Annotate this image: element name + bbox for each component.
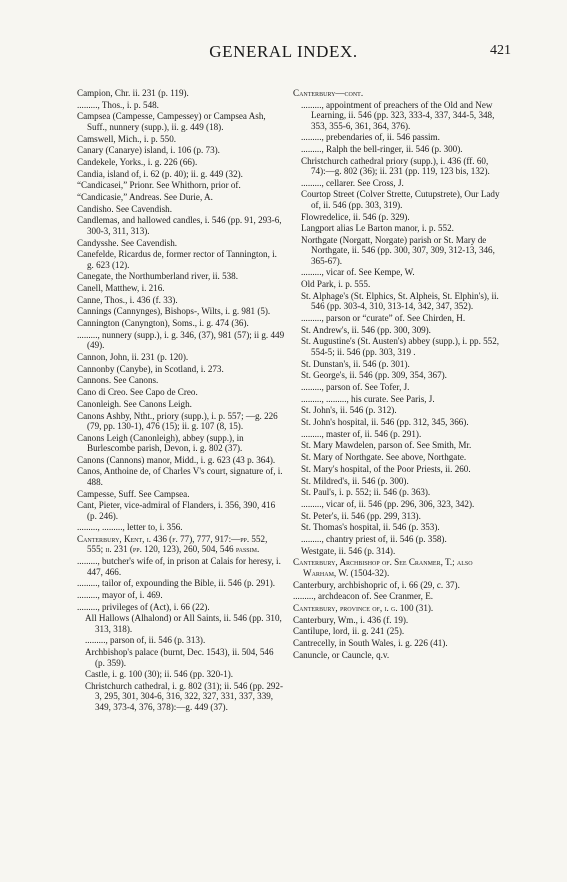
- index-entry: St. Andrew's, ii. 546 (pp. 300, 309).: [301, 324, 431, 335]
- index-entry: Canterbury, Wm., i. 436 (f. 19).: [293, 614, 409, 625]
- index-entry: Cantrecelly, in South Wales, i. g. 226 (41).: [293, 638, 448, 649]
- index-entry: St. Peter's, ii. 546 (pp. 299, 313).: [301, 510, 421, 521]
- index-entry: St. Mary's hospital, of the Poor Priests, ii. 260.: [301, 463, 471, 474]
- index-entry: Candekele, Yorks., i. g. 226 (66).: [77, 156, 198, 167]
- index-entry: ........., archdeacon of. See Cranmer, E.: [293, 591, 434, 602]
- index-entry: St. Alphage's (St. Elphics, St. Alpheis, St. Elphin's), ii. 546 (pp. 303-4, 310, 313-14, 342, 347, 352).: [301, 290, 499, 312]
- index-entry: Cannings (Cannynges), Bishops-, Wilts, i. g. 981 (5).: [77, 306, 271, 317]
- running-title: GENERAL INDEX.: [209, 42, 358, 61]
- index-entry: St. Thomas's hospital, ii. 546 (p. 353).: [301, 522, 440, 533]
- index-entry: ........., prebendaries of, ii. 546 passim.: [301, 132, 440, 143]
- index-entry: Cano di Creo. See Capo de Creo.: [77, 387, 198, 398]
- index-entry: ........., tailor of, expounding the Bible, ii. 546 (p. 291).: [77, 578, 276, 589]
- index-entry: Canons Leigh (Canonleigh), abbey (supp.), in Burlescombe parish, Devon, i. g. 802 (37).: [77, 432, 244, 454]
- index-entry: St. John's hospital, ii. 546 (pp. 312, 345, 366).: [301, 417, 469, 428]
- index-entry: Castle, i. g. 100 (30); ii. 546 (pp. 320-1).: [85, 669, 234, 680]
- index-entry: Canefelde, Ricardus de, former rector of Tannington, i. g. 623 (12).: [77, 249, 277, 270]
- index-entry: Canonleigh. See Canons Leigh.: [77, 398, 192, 409]
- index-entry: Candisho. See Cavendish.: [77, 203, 172, 214]
- index-entry: Campsea (Campesse, Campessey) or Campsea Ash, Suff., nunnery (supp.), ii. g. 449 (18).: [77, 111, 266, 132]
- index-entry: Campion, Chr. ii. 231 (p. 119).: [77, 88, 189, 98]
- index-entry: ........., nunnery (supp.), i. g. 346, (37), 981 (57); ii g. 449 (49).: [77, 329, 285, 351]
- index-entry: Canterbury, Kent, i. 436 (f. 77), 777, 917:—pp. 552, 555; ii. 231 (pp. 120, 123), 260, 504, 546 passim.: [77, 534, 268, 555]
- index-entry: Christchurch cathedral, i. g. 802 (31); ii. 546 (pp. 292-3, 295, 301, 304-6, 316, 322, 327, 331, 337, 339, 349, 373-4, 376, 378):—g. 449 (37).: [85, 681, 283, 712]
- index-entry: ........., ........., letter to, i. 356.: [77, 522, 183, 533]
- index-entry: Candia, island of, i. 62 (p. 40); ii. g. 449 (32).: [77, 168, 243, 179]
- index-entry: Camswell, Mich., i. p. 550.: [77, 133, 177, 144]
- index-entry: Cannington (Canyngton), Soms., i. g. 474 (36).: [77, 318, 249, 329]
- index-entry: Cannons. See Canons.: [77, 375, 159, 386]
- index-entry: Westgate, ii. 546 (p. 314).: [301, 545, 396, 556]
- index-entry: All Hallows (Alhalond) or All Saints, ii. 546 (pp. 310, 313, 318).: [85, 613, 282, 634]
- index-entry: St. George's, ii. 546 (pp. 309, 354, 367).: [301, 370, 447, 381]
- index-column-left: [77, 88, 285, 714]
- index-entry: Canell, Matthew, i. 216.: [77, 283, 165, 294]
- index-entry: ........., cellarer. See Cross, J.: [301, 177, 404, 188]
- index-entry: Cannonby (Canybe), in Scotland, i. 273.: [77, 363, 224, 374]
- index-entry: ........., parson of. See Tofer, J.: [301, 381, 410, 392]
- index-entry: ........., ........., his curate. See Paris, J.: [301, 393, 435, 404]
- index-entry: ........., Thos., i. p. 548.: [77, 99, 159, 110]
- index-entry: ........., vicar of, ii. 546 (pp. 296, 306, 323, 342).: [301, 498, 475, 509]
- index-entry: ........., butcher's wife of, in prison at Calais for heresy, i. 447, 466.: [77, 556, 281, 577]
- index-entry: Candysshe. See Cavendish.: [77, 237, 178, 248]
- index-entry: St. Paul's, i. p. 552; ii. 546 (p. 363).: [301, 487, 431, 498]
- index-entry: St. Augustine's (St. Austen's) abbey (supp.), i. pp. 552, 554-5; ii. 546 (pp. 303, 319 .: [301, 336, 500, 357]
- index-entry: St. Mary Mawdelen, parson of. See Smith, Mr.: [301, 440, 472, 451]
- index-entry: Cannon, John, ii. 231 (p. 120).: [77, 351, 189, 362]
- index-entry: Northgate (Norgatt, Norgate) parish or St. Mary de Northgate, ii. 546 (pp. 300, 307, 309, 312-13, 346, 365-67).: [301, 234, 495, 266]
- index-entry: ........., chantry priest of, ii. 546 (p. 358).: [301, 534, 447, 545]
- index-entry: Canons (Cannons) manor, Midd., i. g. 623 (43 p. 364).: [77, 454, 276, 465]
- index-entry: Canuncle, or Cauncle, q.v.: [293, 649, 390, 660]
- index-entry: “Candicasei,” Prionr. See Whithorn, prior of.: [77, 180, 241, 191]
- index-entry: “Candicasie,” Andreas. See Durie, A.: [77, 192, 213, 203]
- index-entry: ........., appointment of preachers of the Old and New Learning, ii. 546 (pp. 323, 333-4, 337, 344-5, 348, 353, 355-6, 361, 364, 376).: [301, 99, 495, 131]
- index-entry: Canos, Anthoine de, of Charles V's court, signature of, i. 488.: [77, 466, 283, 487]
- index-entry: Old Park, i. p. 555.: [301, 279, 371, 290]
- index-entry: St. John's, ii. 546 (p. 312).: [301, 405, 397, 416]
- index-entry: Canterbury, province of, i. g. 100 (31).: [293, 602, 434, 613]
- index-entry: St. Mildred's, ii. 546 (p. 300).: [301, 475, 409, 486]
- index-entry: Canterbury, Archbishop of. See Cranmer, T.; also Warham, W. (1504-32).: [293, 557, 473, 578]
- index-entry: Canne, Thos., i. 436 (f. 33).: [77, 294, 178, 305]
- index-entry: Cant, Pieter, vice-admiral of Flanders, i. 356, 390, 416 (p. 246).: [77, 500, 276, 521]
- index-entry: Canterbury—cont.: [293, 88, 364, 98]
- index-entry: ........., privileges of (Act), i. 66 (22).: [77, 601, 210, 612]
- index-entry: Langport alias Le Barton manor, i. p. 552.: [301, 223, 454, 234]
- index-entry: Canary (Canarye) island, i. 106 (p. 73).: [77, 145, 220, 156]
- index-entry: Canterbury, archbishopric of, i. 66 (29, c. 37).: [293, 579, 460, 590]
- index-entry: Flowredelice, ii. 546 (p. 329).: [301, 211, 410, 222]
- index-entry: St. Dunstan's, ii. 546 (p. 301).: [301, 358, 410, 369]
- page-header: [0, 42, 567, 66]
- index-entry: ........., parson or “curate” of. See Chirden, H.: [301, 312, 466, 323]
- index-entry: Christchurch cathedral priory (supp.), i. 436 (ff. 60, 74):—g. 802 (36); ii. 231 (pp. 119, 123 bis, 132).: [301, 155, 490, 177]
- index-entry: Candlemas, and hallowed candles, i. 546 (pp. 91, 293-6, 300-3, 311, 313).: [77, 215, 282, 236]
- index-entry: ........., master of, ii. 546 (p. 291).: [301, 428, 422, 439]
- index-entry: Cantilupe, lord, ii. g. 241 (25).: [293, 626, 405, 637]
- index-entry: Archbishop's palace (burnt, Dec. 1543), ii. 504, 546 (p. 359).: [85, 647, 274, 668]
- index-entry: ........., Ralph the bell-ringer, ii. 546 (p. 300).: [301, 143, 463, 154]
- page-number: 421: [490, 43, 511, 58]
- index-entry: Canons Ashby, Ntht., priory (supp.), i. p. 557; —g. 226 (79, pp. 130-1), 476 (15); ii. g. 107 (8, 15).: [77, 410, 278, 431]
- index-entry: ........., vicar of. See Kempe, W.: [301, 267, 415, 278]
- index-entry: Campesse, Suff. See Campsea.: [77, 488, 190, 499]
- index-entry: ........., parson of, ii. 546 (p. 313).: [85, 635, 206, 646]
- index-entry: Canegate, the Northumberland river, ii. 538.: [77, 271, 239, 282]
- index-entry: ........., mayor of, i. 469.: [77, 589, 163, 600]
- index-column-right: [293, 88, 505, 661]
- index-entry: St. Mary of Northgate. See above, Northgate.: [301, 452, 467, 463]
- index-entry: Courtop Street (Colver Strette, Cutupstrete), Our Lady of, ii. 546 (pp. 303, 319).: [301, 189, 500, 210]
